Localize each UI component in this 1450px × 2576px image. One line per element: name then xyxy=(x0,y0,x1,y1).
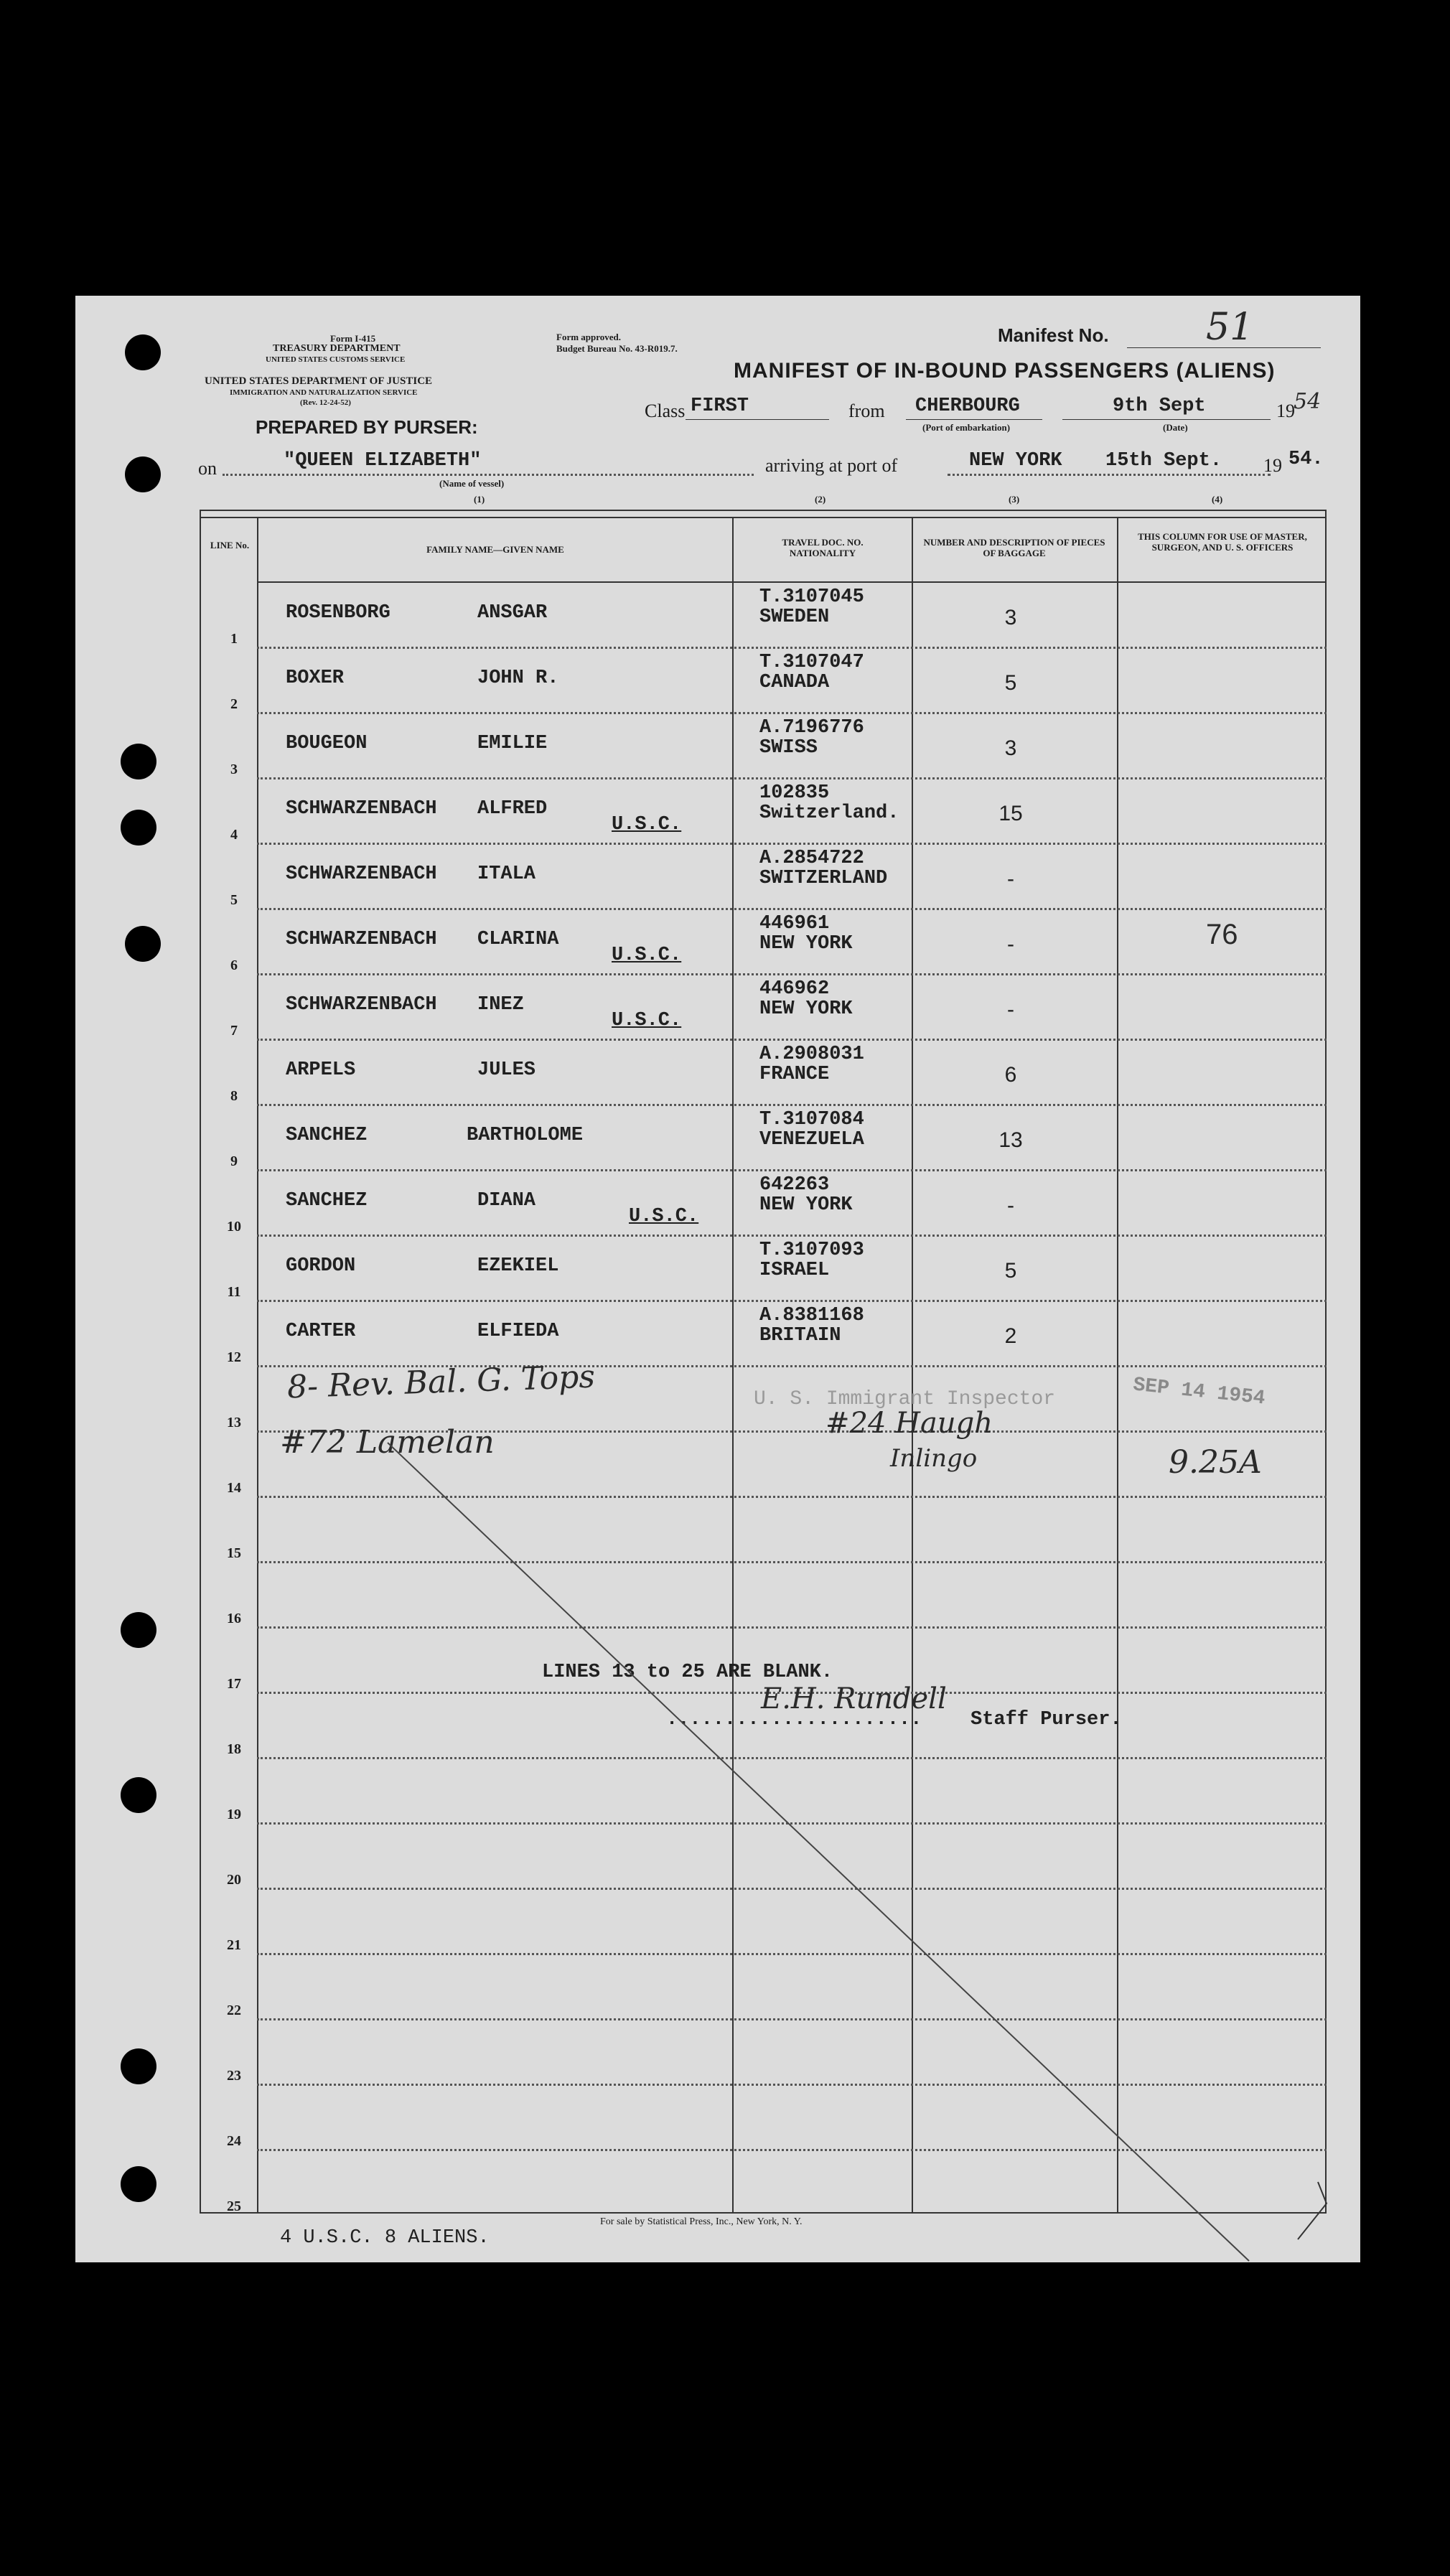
usc-mark: U.S.C. xyxy=(612,945,682,966)
passenger-given-name: ITALA xyxy=(477,863,536,885)
travel-doc-number: 102835 xyxy=(759,782,830,804)
manifest-number: 51 xyxy=(1206,306,1254,349)
handwritten-line14: #72 Lamelan xyxy=(280,1424,495,1461)
handwritten-col2: #24 Haugh xyxy=(825,1407,993,1440)
passenger-given-name: JULES xyxy=(477,1059,536,1081)
baggage-count: 13 xyxy=(998,1128,1023,1152)
line-number: 15 xyxy=(227,1545,241,1561)
inspector-stamp: U. S. Immigrant Inspector xyxy=(754,1388,1056,1410)
usc-mark: U.S.C. xyxy=(629,1206,699,1227)
line-number: 2 xyxy=(230,696,238,712)
passenger-family-name: SCHWARZENBACH xyxy=(286,994,437,1016)
vessel-note: (Name of vessel) xyxy=(439,478,505,489)
passenger-family-name: GORDON xyxy=(286,1255,356,1277)
travel-doc-number: T.3107045 xyxy=(759,586,864,608)
summary-count: 4 U.S.C. 8 ALIENS. xyxy=(280,2227,490,2249)
passenger-given-name: EMILIE xyxy=(477,733,548,754)
line-number: 24 xyxy=(227,2133,241,2149)
line-number: 6 xyxy=(230,957,238,973)
nationality: ISRAEL xyxy=(759,1260,830,1281)
line-number: 11 xyxy=(227,1284,241,1300)
line-number: 13 xyxy=(227,1415,241,1430)
usc-mark: U.S.C. xyxy=(612,1010,682,1031)
col-num-3: (3) xyxy=(1009,494,1020,505)
printer-credit: For sale by Statistical Press, Inc., New York, N. Y. xyxy=(600,2216,803,2227)
passenger-given-name: CLARINA xyxy=(477,929,559,950)
passenger-given-name: ANSGAR xyxy=(477,602,548,624)
baggage-count: - xyxy=(1007,867,1014,891)
budget-bureau: Budget Bureau No. 43-R019.7. xyxy=(556,343,678,354)
date-arrival: 15th Sept. xyxy=(1105,450,1222,472)
line-number: 9 xyxy=(230,1153,238,1169)
arriving-label: arriving at port of xyxy=(765,455,898,476)
date-stamp: SEP 14 1954 xyxy=(1131,1374,1266,1410)
passenger-family-name: ROSENBORG xyxy=(286,602,390,624)
from-value: CHERBOURG xyxy=(915,395,1020,417)
blank-lines-note: LINES 13 to 25 ARE BLANK. xyxy=(542,1662,833,1683)
embarkation-note: (Port of embarkation) xyxy=(922,422,1011,433)
agency-treasury: TREASURY DEPARTMENT xyxy=(273,343,401,354)
header-baggage: NUMBER AND DESCRIPTION OF PIECES OF BAGGAGE xyxy=(923,537,1105,558)
passenger-family-name: SCHWARZENBACH xyxy=(286,798,437,820)
officer-number: 76 xyxy=(1206,919,1238,950)
line-number: 16 xyxy=(227,1611,241,1626)
agency-justice: UNITED STATES DEPARTMENT OF JUSTICE xyxy=(205,375,433,387)
baggage-count: - xyxy=(1007,1194,1014,1217)
line-number: 21 xyxy=(227,1937,241,1953)
passenger-family-name: SCHWARZENBACH xyxy=(286,929,437,950)
travel-doc-number: A.2908031 xyxy=(759,1044,864,1065)
passenger-family-name: CARTER xyxy=(286,1321,356,1342)
manifest-number-label: Manifest No. xyxy=(998,324,1109,346)
nationality: CANADA xyxy=(759,672,830,693)
line-number: 12 xyxy=(227,1349,241,1365)
usc-mark: U.S.C. xyxy=(612,814,682,835)
header-line-no: LINE No. xyxy=(210,540,250,551)
line-number: 22 xyxy=(227,2003,241,2018)
travel-doc-number: 642263 xyxy=(759,1174,830,1196)
baggage-count: 6 xyxy=(1004,1063,1017,1087)
passenger-family-name: SANCHEZ xyxy=(286,1125,368,1146)
col-num-4: (4) xyxy=(1212,494,1223,505)
baggage-count: 3 xyxy=(1004,606,1017,629)
baggage-count: 15 xyxy=(998,802,1023,825)
header-officers: THIS COLUMN FOR USE OF MASTER, SURGEON, AND U. S. OFFICERS xyxy=(1138,531,1307,553)
agency-customs: UNITED STATES CUSTOMS SERVICE xyxy=(266,355,406,364)
passenger-family-name: ARPELS xyxy=(286,1059,356,1081)
baggage-count: - xyxy=(1007,932,1014,956)
year-prefix-2: 19 xyxy=(1263,455,1282,476)
baggage-count: 5 xyxy=(1004,1259,1017,1283)
vessel-name: "QUEEN ELIZABETH" xyxy=(284,450,482,472)
class-value: FIRST xyxy=(691,395,749,417)
header-name: FAMILY NAME—GIVEN NAME xyxy=(426,544,564,555)
nationality: FRANCE xyxy=(759,1064,830,1085)
line-number: 23 xyxy=(227,2068,241,2084)
passenger-given-name: INEZ xyxy=(477,994,524,1016)
signature-dots: ...................... xyxy=(666,1709,922,1730)
baggage-count: 5 xyxy=(1004,671,1017,695)
agency-ins: IMMIGRATION AND NATURALIZATION SERVICE xyxy=(230,388,418,397)
nationality: BRITAIN xyxy=(759,1325,841,1346)
passenger-family-name: SANCHEZ xyxy=(286,1190,368,1212)
on-label: on xyxy=(198,458,217,479)
travel-doc-number: 446961 xyxy=(759,913,830,935)
travel-doc-number: T.3107047 xyxy=(759,652,864,673)
line-number: 25 xyxy=(227,2198,241,2214)
nationality: SWITZERLAND xyxy=(759,868,888,889)
passenger-given-name: EZEKIEL xyxy=(477,1255,559,1277)
passenger-given-name: ELFIEDA xyxy=(477,1321,559,1342)
col-num-1: (1) xyxy=(474,494,485,505)
line-number: 17 xyxy=(227,1676,241,1692)
line-number: 4 xyxy=(230,827,238,843)
travel-doc-number: T.3107093 xyxy=(759,1240,864,1261)
staff-purser-label: Staff Purser. xyxy=(970,1709,1122,1730)
from-label: from xyxy=(848,401,885,421)
nationality: NEW YORK xyxy=(759,933,853,955)
class-label: Class xyxy=(645,401,686,421)
travel-doc-number: A.2854722 xyxy=(759,848,864,869)
line-number: 3 xyxy=(230,762,238,777)
prepared-by-purser: PREPARED BY PURSER: xyxy=(256,416,478,438)
year-prefix-1: 19 xyxy=(1276,401,1295,421)
travel-doc-number: A.7196776 xyxy=(759,717,864,739)
date-departure: 9th Sept xyxy=(1113,395,1206,417)
line-number: 20 xyxy=(227,1872,241,1888)
line-number: 7 xyxy=(230,1023,238,1039)
time-note: 9.25A xyxy=(1169,1444,1262,1481)
passenger-family-name: SCHWARZENBACH xyxy=(286,863,437,885)
travel-doc-number: T.3107084 xyxy=(759,1109,864,1130)
line-number: 10 xyxy=(227,1219,241,1235)
line-number: 5 xyxy=(230,892,238,908)
line-number: 19 xyxy=(227,1807,241,1822)
year-suffix-1: 54 xyxy=(1294,389,1322,414)
passenger-given-name: ALFRED xyxy=(477,798,548,820)
nationality: VENEZUELA xyxy=(759,1129,864,1151)
year-suffix-2: 54. xyxy=(1288,449,1324,470)
passenger-given-name: DIANA xyxy=(477,1190,536,1212)
passenger-family-name: BOUGEON xyxy=(286,733,368,754)
nationality: Switzerland. xyxy=(759,802,899,824)
handwritten-line13: 8- Rev. Bal. G. Tops xyxy=(286,1358,596,1406)
passenger-given-name: BARTHOLOME xyxy=(467,1125,584,1146)
baggage-count: 2 xyxy=(1004,1324,1017,1348)
travel-doc-number: 446962 xyxy=(759,978,830,1000)
passenger-given-name: JOHN R. xyxy=(477,668,559,689)
nationality: NEW YORK xyxy=(759,998,853,1020)
manifest-title: MANIFEST OF IN-BOUND PASSENGERS (ALIENS) xyxy=(734,359,1276,383)
baggage-count: 3 xyxy=(1004,736,1017,760)
travel-doc-number: A.8381168 xyxy=(759,1305,864,1326)
line-number: 18 xyxy=(227,1741,241,1757)
purser-signature: E.H. Rundell xyxy=(761,1682,947,1715)
form-revision: (Rev. 12-24-52) xyxy=(300,398,351,407)
date-note: (Date) xyxy=(1163,422,1188,433)
baggage-count: - xyxy=(1007,998,1014,1021)
passenger-family-name: BOXER xyxy=(286,668,345,689)
header-travel-doc: TRAVEL DOC. NO. NATIONALITY xyxy=(782,537,864,558)
nationality: NEW YORK xyxy=(759,1194,853,1216)
nationality: SWEDEN xyxy=(759,606,830,628)
arrival-port: NEW YORK xyxy=(969,450,1062,472)
col-num-2: (2) xyxy=(815,494,826,505)
nationality: SWISS xyxy=(759,737,818,759)
form-approved: Form approved. xyxy=(556,332,622,342)
line-number: 1 xyxy=(230,631,238,647)
line-number: 8 xyxy=(230,1088,238,1104)
handwritten-col2b: Inlingo xyxy=(890,1444,978,1473)
line-number: 14 xyxy=(227,1480,241,1496)
form-number: Form I-415 xyxy=(330,333,376,344)
